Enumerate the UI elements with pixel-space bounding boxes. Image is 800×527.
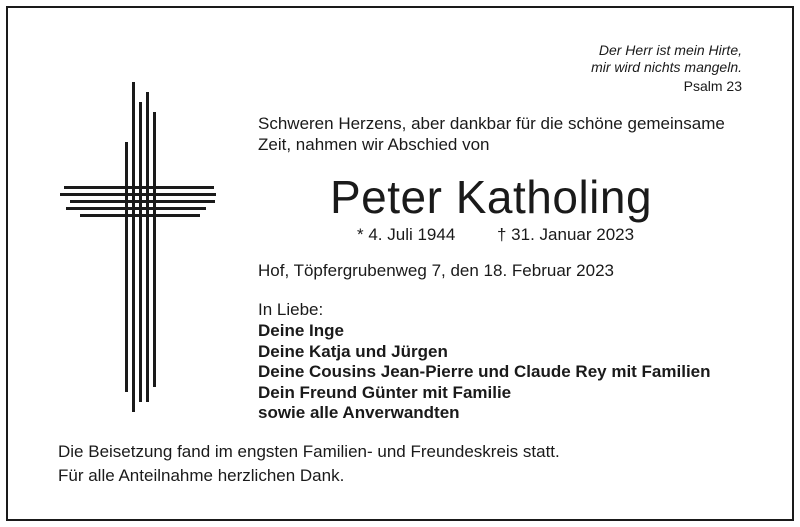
mourners-list [258, 321, 711, 424]
cross-icon [60, 82, 220, 417]
place-and-date: Hof, Töpfergrubenweg 7, den 18. Februar 2023 [258, 261, 614, 280]
mourners-heading: In Liebe: [258, 300, 324, 319]
psalm-line-2: mir wird nichts mangeln. [591, 59, 742, 75]
mourner-name: Deine Inge [258, 321, 344, 340]
footer-line-1: Die Beisetzung fand im engsten Familien- und Freundeskreis statt. [58, 442, 560, 461]
mourner-name: Dein Freund Günter mit Familie [258, 382, 512, 402]
footer-text [58, 440, 560, 488]
intro-text [258, 113, 725, 155]
mourner-name: sowie alle Anverwandten [258, 403, 460, 422]
intro-line-1: Schweren Herzens, aber dankbar für die schöne gemeinsame [258, 114, 725, 133]
psalm-quote [591, 42, 742, 95]
psalm-line-1: Der Herr ist mein Hirte, [598, 42, 742, 58]
intro-line-2: Zeit, nahmen wir Abschied von [258, 135, 490, 154]
mourner-name: Deine Cousins Jean-Pierre und Claude Rey mit Familien [258, 362, 711, 381]
psalm-reference: Psalm 23 [683, 78, 742, 94]
death-date: † 31. Januar 2023 [497, 225, 635, 244]
deceased-name: Peter Katholing [330, 171, 653, 223]
mourner-name: Deine Katja und Jürgen [258, 341, 448, 361]
birth-date: * 4. Juli 1944 [357, 225, 456, 244]
footer-line-2: Für alle Anteilnahme herzlichen Dank. [58, 466, 345, 485]
